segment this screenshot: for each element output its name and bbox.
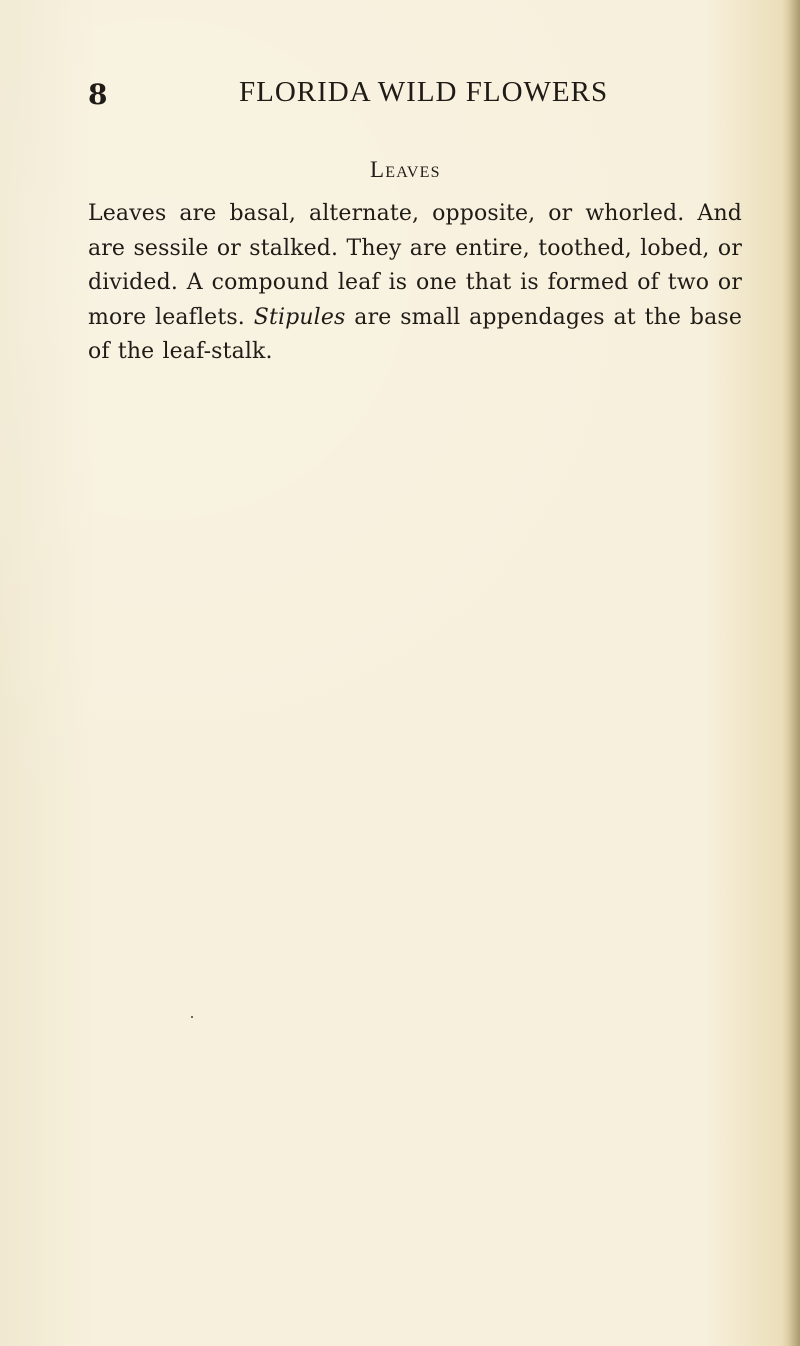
book-title: FLORIDA WILD FLOWERS (239, 76, 609, 108)
running-head (88, 74, 708, 114)
paragraph-part-1: Leaves are basal, alternate, opposite, or whorled. And are sessile or stalked. They are entire, toothed, lobed, or divided. A compound leaf is one that is formed of two or more leaflets. (88, 201, 742, 330)
body-text (88, 197, 742, 370)
page-edge-shadow (782, 0, 800, 1346)
body-paragraph (88, 197, 742, 370)
paper-speck (191, 1016, 193, 1018)
section-title: Leaves (370, 157, 441, 182)
paragraph-part-2: are small appendages at the base of the leaf-stalk. (88, 304, 742, 364)
italic-term-stipules: Stipules (253, 304, 346, 330)
page-number: 8 (88, 78, 108, 111)
